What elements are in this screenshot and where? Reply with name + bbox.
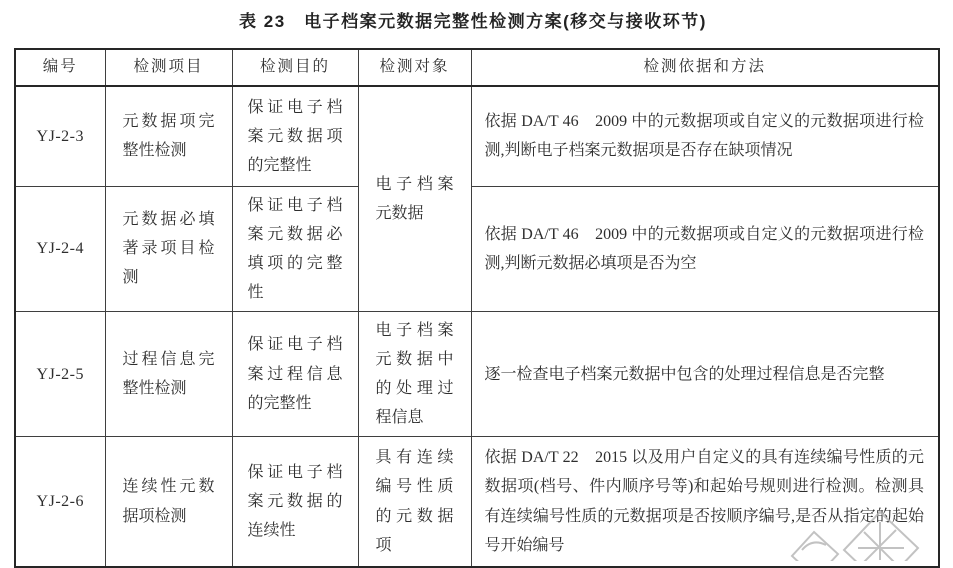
cell-method: 依据 DA/T 22 2015 以及用户自定义的具有连续编号性质的元数据项(档号、件内顺序号等)和起始号规则进行检测。检测具有连续编号性质的元数据项是否按顺序编号,是否从指定的起始号开始编号 bbox=[471, 437, 939, 567]
table-row bbox=[15, 186, 939, 311]
cell-target: 具有连续编号性质的元数据项 bbox=[358, 437, 471, 567]
cell-id: YJ-2-3 bbox=[15, 86, 105, 186]
table-row bbox=[15, 437, 939, 567]
cell-method: 依据 DA/T 46 2009 中的元数据项或自定义的元数据项进行检测,判断元数据必填项是否为空 bbox=[471, 186, 939, 311]
col-header-method: 检测依据和方法 bbox=[471, 49, 939, 86]
col-header-item: 检测项目 bbox=[105, 49, 232, 86]
table-row bbox=[15, 86, 939, 186]
cell-id: YJ-2-4 bbox=[15, 186, 105, 311]
col-header-target: 检测对象 bbox=[358, 49, 471, 86]
cell-purpose: 保证电子档案元数据的连续性 bbox=[232, 437, 358, 567]
cell-id: YJ-2-5 bbox=[15, 311, 105, 436]
cell-purpose: 保证电子档案元数据项的完整性 bbox=[232, 86, 358, 186]
table-header-row bbox=[15, 49, 939, 86]
cell-purpose: 保证电子档案元数据必填项的完整性 bbox=[232, 186, 358, 311]
col-header-id: 编号 bbox=[15, 49, 105, 86]
table-caption: 表 23 电子档案元数据完整性检测方案(移交与接收环节) bbox=[239, 12, 707, 31]
cell-item: 过程信息完整性检测 bbox=[105, 311, 232, 436]
cell-method: 逐一检查电子档案元数据中包含的处理过程信息是否完整 bbox=[471, 311, 939, 436]
table-row bbox=[15, 311, 939, 436]
col-header-purpose: 检测目的 bbox=[232, 49, 358, 86]
cell-target: 电子档案元数据中的处理过程信息 bbox=[358, 311, 471, 436]
cell-item: 元数据项完整性检测 bbox=[105, 86, 232, 186]
cell-purpose: 保证电子档案过程信息的完整性 bbox=[232, 311, 358, 436]
cell-item: 连续性元数据项检测 bbox=[105, 437, 232, 567]
cell-target-merged: 电子档案元数据 bbox=[358, 86, 471, 311]
cell-method: 依据 DA/T 46 2009 中的元数据项或自定义的元数据项进行检测,判断电子档案元数据项是否存在缺项情况 bbox=[471, 86, 939, 186]
detection-scheme-table bbox=[14, 48, 940, 568]
cell-id: YJ-2-6 bbox=[15, 437, 105, 567]
cell-item: 元数据必填著录项目检测 bbox=[105, 186, 232, 311]
